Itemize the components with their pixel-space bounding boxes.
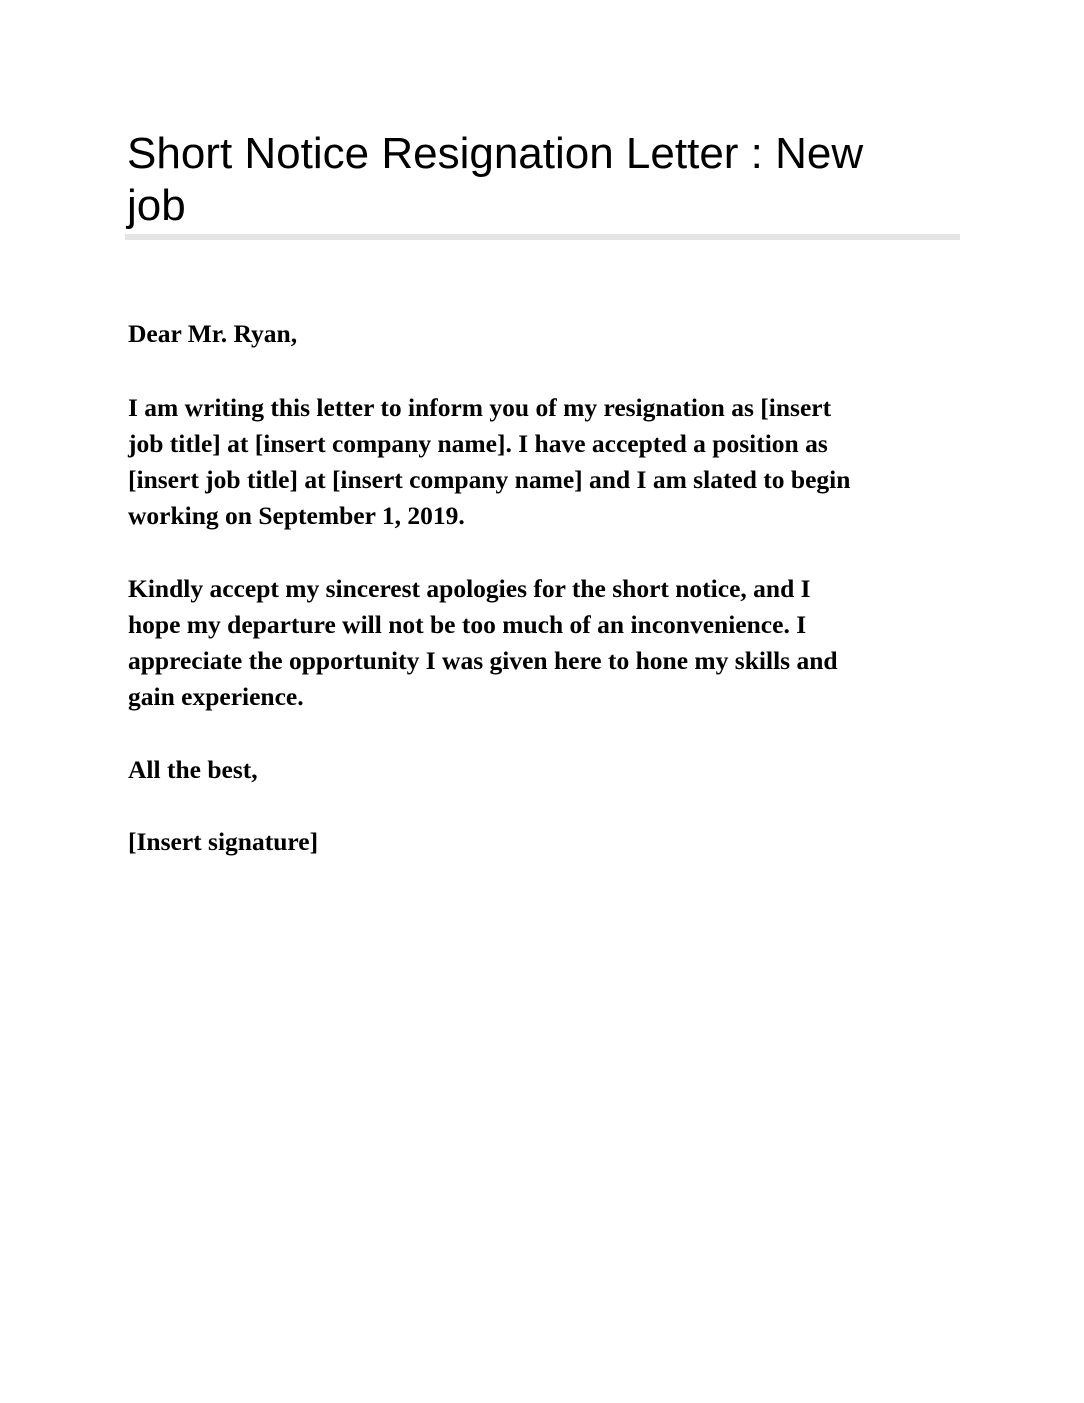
page-title [127,128,927,232]
paragraph-intro [128,390,850,534]
signature-placeholder: [Insert signature] [128,827,319,856]
paragraph-apology-line: Kindly accept my sincerest apologies for the short notice, and I [128,574,811,603]
paragraph-intro-line: [insert job title] at [insert company name] and I am slated to begin [128,465,851,494]
paragraph-intro-line: working on September 1, 2019. [128,501,465,530]
salutation: Dear Mr. Ryan, [128,319,298,348]
title-line-1: Short Notice Resignation Letter : New [127,129,864,178]
paragraph-apology-line: gain experience. [128,682,304,711]
paragraph-intro-line: I am writing this letter to inform you of my resignation as [insert [128,393,832,422]
title-divider [125,234,960,240]
title-line-2: job [127,181,186,230]
paragraph-apology [128,571,838,715]
paragraph-apology-line: hope my departure will not be too much of an inconvenience. I [128,610,807,639]
paragraph-intro-line: job title] at [insert company name]. I have accepted a position as [128,429,828,458]
paragraph-apology-line: appreciate the opportunity I was given here to hone my skills and [128,646,838,675]
closing: All the best, [128,755,258,784]
